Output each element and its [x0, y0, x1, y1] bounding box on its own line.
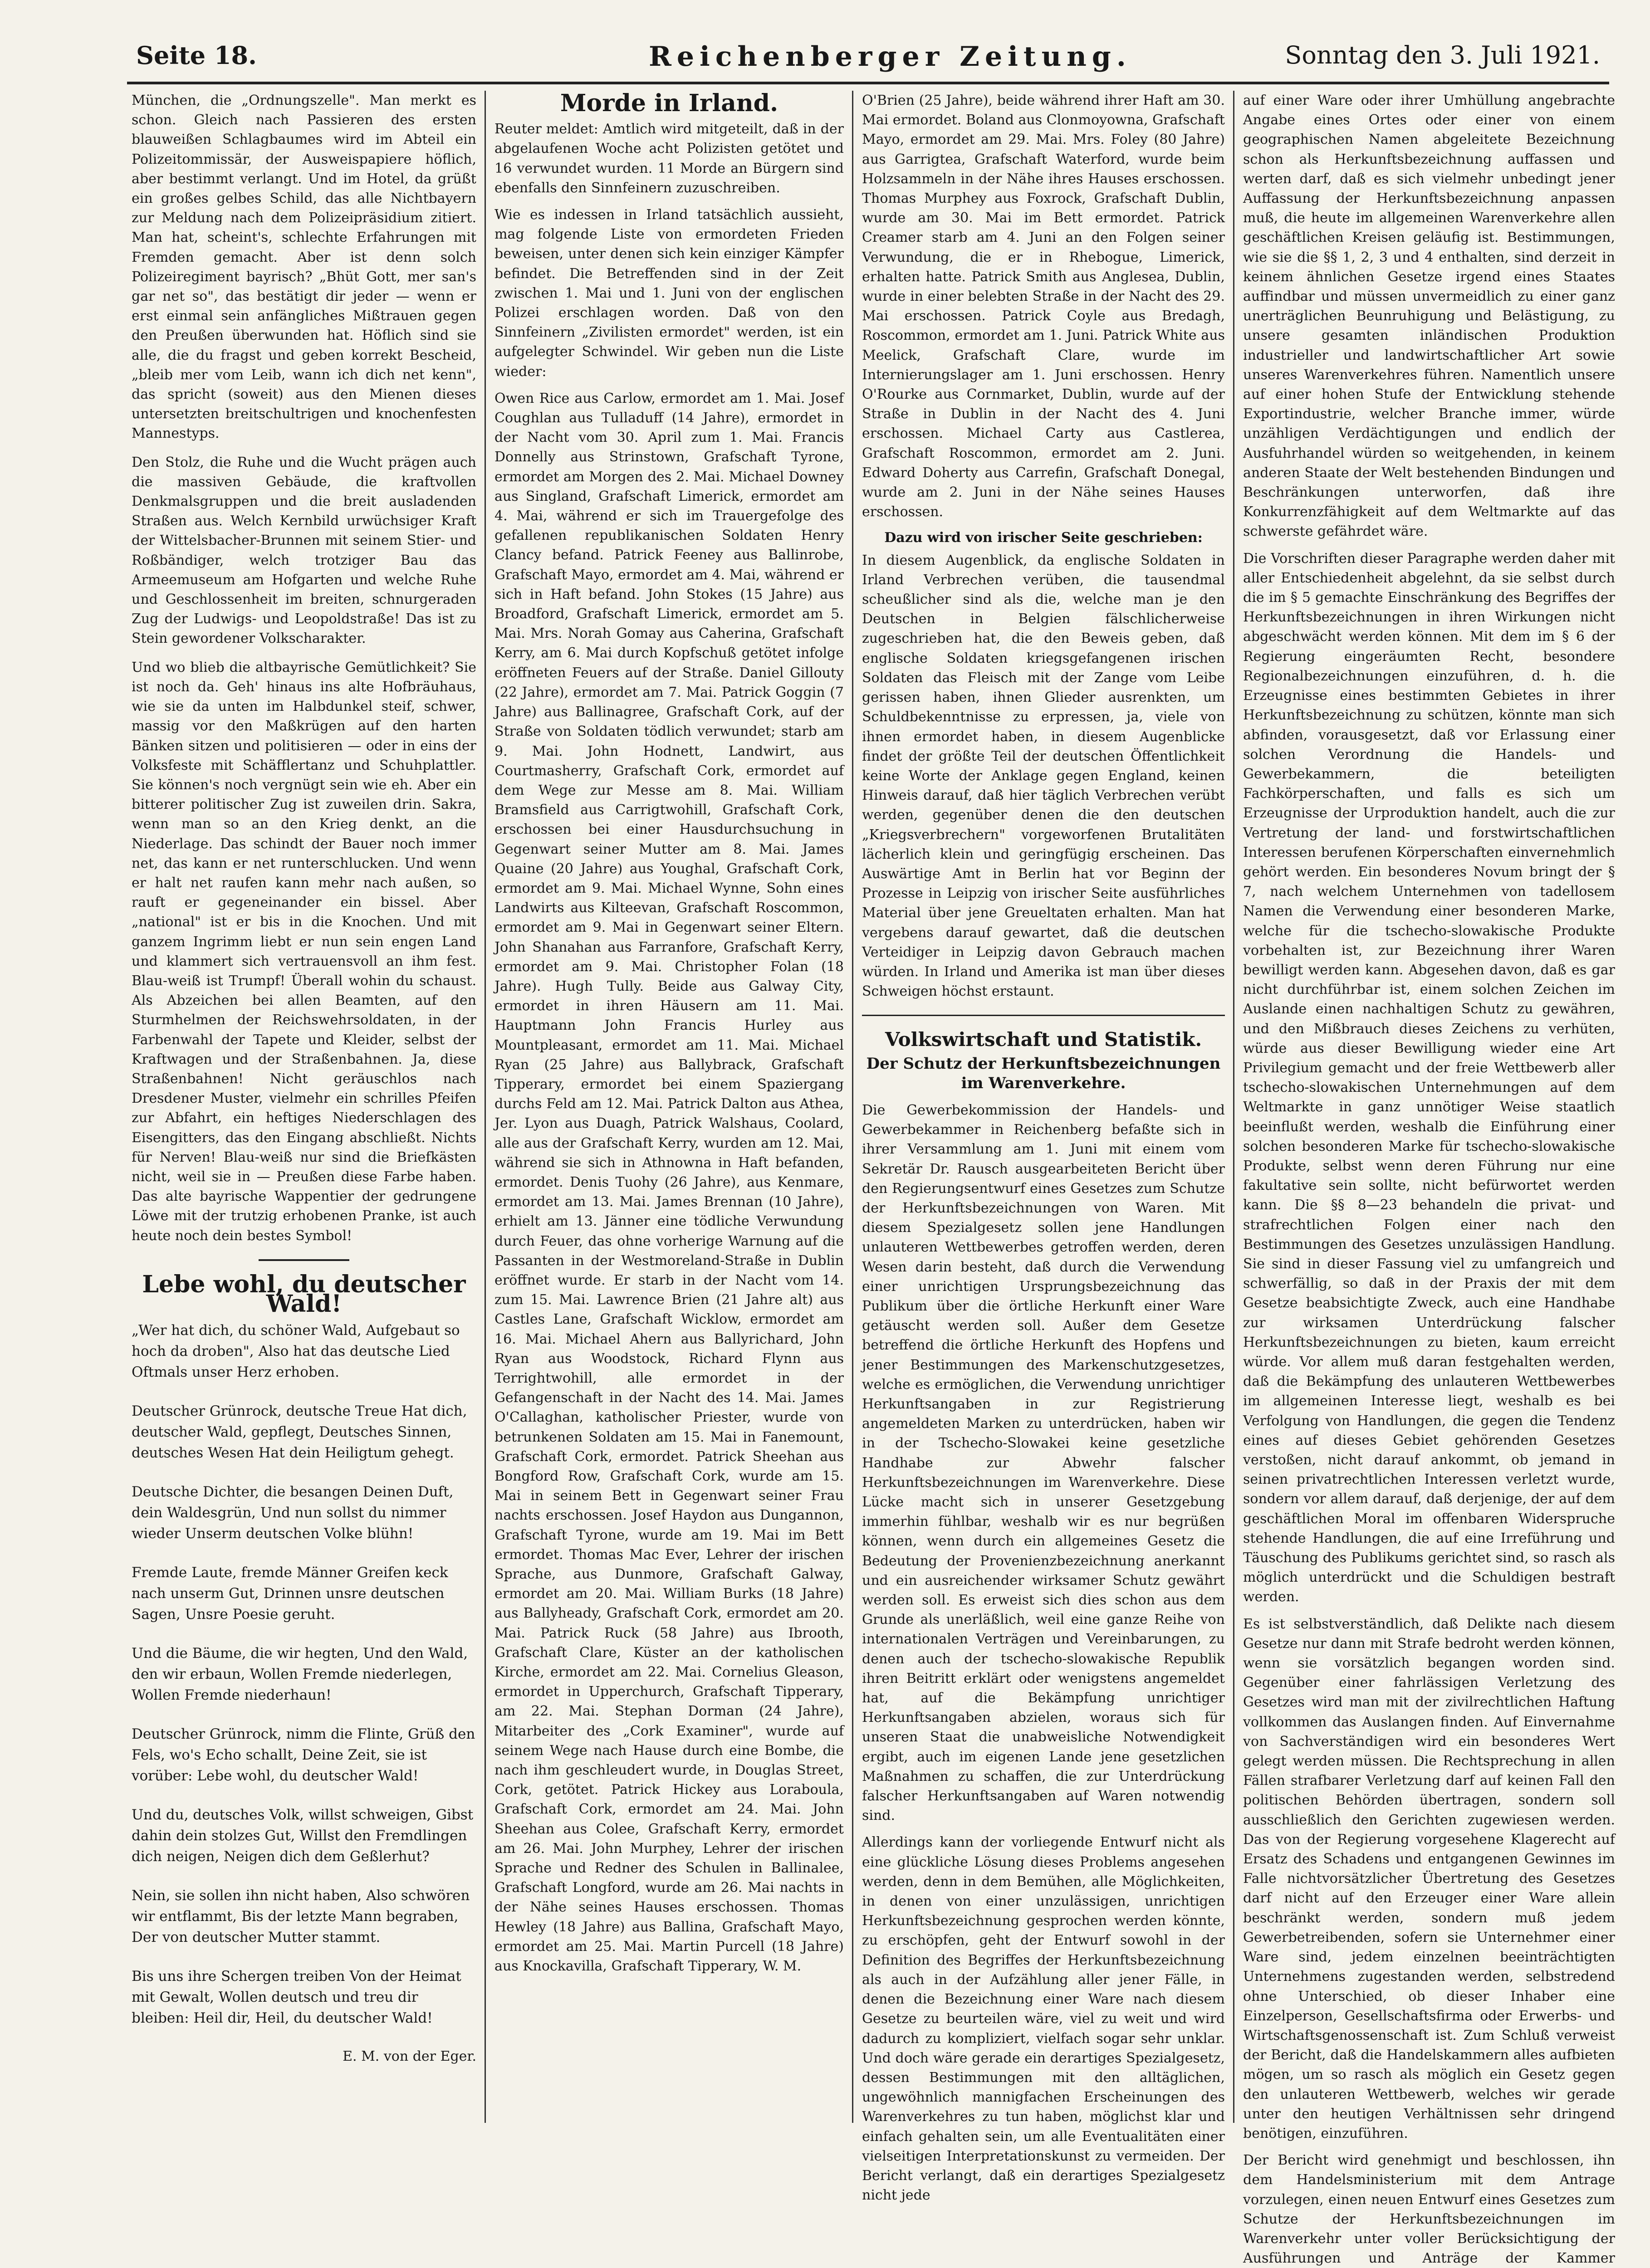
article-title: Morde in Irland. [560, 89, 778, 117]
column-3 [862, 91, 1225, 2204]
column-rule [1233, 91, 1234, 2123]
divider [862, 1015, 1225, 1016]
section-title: Volkswirtschaft und Statistik. [885, 1028, 1202, 1051]
poem [132, 1320, 476, 2028]
poem-stanza: Und die Bäume, die wir hegten, Und den Wald, den wir erbaun, Wollen Fremde niederlegen, Wollen Fremde niederhaun! [132, 1645, 468, 1704]
issue-date: Sonntag den 3. Juli 1921. [1285, 41, 1600, 69]
victims-list-continued: O'Brien (25 Jahre), beide während ihrer Haft am 30. Mai ermordet. Boland aus Clonmoyowna, Grafschaft Mayo, ermordet am 29. Mai. Mrs. Foley (80 Jahre) aus Garrigtea, Grafschaft Waterford, wurde beim Holzsammeln in der Nähe ihres Hauses erschossen. Thomas Murphey aus Foxrock, Grafschaft Dublin, wurde am 30. Mai im Bett ermordet. Patrick Creamer starb am 4. Juni an den Folgen seiner Verwundung, die er in Rhebogue, Limerick, erhalten hatte. Patrick Smith aus Anglesea, Dublin, wurde in einer belebten Straße in der Nacht des 29. Mai erschossen. Patrick Coyle aus Bredagh, Roscommon, ermordet am 1. Juni. Patrick White aus Meelick, Grafschaft Clare, wurde im Internierungslager am 1. Juni erschossen. Henry O'Rourke aus Cornmarket, Dublin, wurde auf der Straße in Dublin in der Nacht des 4. Juni erschossen. Michael Carty aus Castlerea, Grafschaft Roscommon, ermordet am 2. Juni. Edward Doherty aus Carrefin, Grafschaft Donegal, wurde am 2. Juni in der Nähe seines Hauses erschossen. [862, 93, 1225, 520]
article-paragraph: Der Bericht wird genehmigt und beschlossen, ihn dem Handelsministerium mit dem Antrage vorzulegen, einen neuen Entwurf eines Gesetzes zum Schutze der Herkunftsbezeichnungen im Warenverkehr unter voller Berücksichtigung der Ausführungen und Anträge der Kammer [1243, 2152, 1615, 2267]
newspaper-name: Reichenberger Zeitung. [649, 41, 1131, 73]
poem-stanza: Und du, deutsches Volk, willst schweigen, Gibst dahin dein stolzes Gut, Willst den Fremdlingen dich neigen, Neigen dich dem Geßlerhut? [132, 1807, 474, 1865]
column-rule [485, 91, 486, 2123]
article-paragraph: Wie es indessen in Irland tatsächlich aussieht, mag folgende Liste von ermordeten Frieden beweisen, unter denen sich kein einziger Kämpfer befindet. Die Betreffenden sind in der Zeit zwischen 1. Mai und 1. Juni von der englischen Polizei erschlagen worden. Daß von den Sinnfeinern „Zivilisten ermordet" werden, ist ein aufgelegter Schwindel. Wir geben nun die Liste wieder: [495, 207, 844, 380]
article-subtitle: Der Schutz der Herkunftsbezeichnungen im Warenverkehre. [866, 1054, 1221, 1092]
poem-stanza: Nein, sie sollen ihn nicht haben, Also schwören wir entflammt, Bis der letzte Mann begraben, Der von deutscher Mutter stammt. [132, 1887, 470, 1946]
poem-stanza: Fremde Laute, fremde Männer Greifen keck nach unserm Gut, Drinnen unsre deutschen Sagen, Unsre Poesie geruht. [132, 1564, 448, 1623]
divider [259, 1259, 349, 1261]
article-paragraph: Allerdings kann der vorliegende Entwurf nicht als eine glückliche Lösung dieses Problems angesehen werden, denn in dem Bemühen, alle Möglichkeiten, in denen von einer unzulässigen, unrichtigen Herkunftsbezeichnung gesprochen werden könnte, zu erschöpfen, geht der Entwurf sowohl in der Definition des Begriffes der Herkunftsbezeichnung als auch in der Aufzählung aller jener Fälle, in denen die Bezeichnung einer Ware nach diesem Gesetze zu beurteilen wäre, viel zu weit und wird dadurch zu kompliziert, vielfach sogar sehr unklar. Und doch wäre gerade ein derartiges Spezialgesetz, dessen Bestimmungen mit den alltäglichen, ungewöhnlich mannigfachen Erscheinungen des Warenverkehres zu tun haben, möglichst klar und einfach gehalten sein, um alle Eventualitäten einer vielseitigen Interpretationskunst zu vermeiden. Der Bericht verlangt, daß ein derartiges Spezialgesetz nicht jede [862, 1834, 1225, 2204]
poem-author: E. M. von der Eger. [343, 2048, 476, 2065]
column-1 [132, 91, 476, 2123]
poem-stanza: „Wer hat dich, du schöner Wald, Aufgebaut so hoch da droben", Also hat das deutsche Lied Oftmals unser Herz erhoben. [132, 1322, 460, 1381]
poem-stanza: Deutsche Dichter, die besangen Deinen Duft, dein Waldesgrün, Und nun sollst du nimmer wieder Unserm deutschen Volke blühn! [132, 1484, 454, 1542]
victims-list: Owen Rice aus Carlow, ermordet am 1. Mai. Josef Coughlan aus Tulladuff (14 Jahre), ermordet in der Nacht vom 30. April zum 1. Mai. Francis Donnelly aus Strinstown, Grafschaft Tyrone, ermordet am Morgen des 2. Mai. Michael Downey aus Singland, Grafschaft Limerick, ermordet am 4. Mai, während er sich im Trauergefolge des gefallenen republikanischen Soldaten Henry Clancy befand. Patrick Feeney aus Ballinrobe, Grafschaft Mayo, ermordet am 4. Mai, während er sich in Haft befand. John Stokes (15 Jahre) aus Broadford, Grafschaft Limerick, ermordet am 5. Mai. Mrs. Norah Gomay aus Caherina, Grafschaft Kerry, am 6. Mai durch Kopfschuß getötet infolge eröffneten Feuers auf der Straße. Daniel Gillouty (22 Jahre), ermordet am 7. Mai. Patrick Goggin (7 Jahre) aus Ballinagree, Grafschaft Cork, auf der Straße von Soldaten tödlich verwundet; starb am 9. Mai. John Hodnett, Landwirt, aus Courtmasherry, Grafschaft Cork, ermordet auf dem Wege zur Messe am 8. Mai. William Bramsfield aus Carrigtwohill, Grafschaft Cork, erschossen bei einer Hausdurchsuchung in Gegenwart seiner Mutter am 8. Mai. James Quaine (20 Jahre) aus Youghal, Grafschaft Cork, ermordet am 9. Mai. Michael Wynne, Sohn eines Landwirts aus Kilteevan, Grafschaft Roscommon, ermordet am 9. Mai in Gegenwart seiner Eltern. John Shanahan aus Farranfore, Grafschaft Kerry, ermordet am 9. Mai. Christopher Folan (18 Jahre). Hugh Tully. Beide aus Galway City, ermordet in ihren Häusern am 11. Mai. Hauptmann John Francis Hurley aus Mountpleasant, ermordet am 11. Mai. Michael Ryan (25 Jahre) aus Ballybrack, Grafschaft Tipperary, ermordet bei einem Spaziergang durchs Feld am 12. Mai. Patrick Dalton aus Athea, Jer. Lyon aus Duagh, Patrick Walshaus, Coolard, alle aus der Grafschaft Kerry, wurden am 12. Mai, während sie sich in Athnowna in Haft befanden, ermordet. Denis Tuohy (26 Jahre), aus Kenmare, ermordet am 13. Mai. James Brennan (10 Jahre), erhielt am 13. Jänner eine tödliche Verwundung durch Feuer, das ohne vorherige Warnung auf die Passanten in der Westmoreland-Straße in Dublin eröffnet wurde. Er starb in der Nacht vom 14. zum 15. Mai. Lawrence Brien (21 Jahre alt) aus Castles Lane, Grafschaft Wicklow, ermordet am 16. Mai. Michael Ahern aus Ballyrichard, John Ryan aus Woodstock, Richard Flynn aus Terrightwohill, alle ermordet in der Gefangenschaft in der Nacht des 14. Mai. James O'Callaghan, katholischer Priester, wurde von betrunkenen Soldaten am 15. Mai in Fanemount, Grafschaft Cork, ermordet. Patrick Sheehan aus Bongford Row, Grafschaft Cork, wurde am 15. Mai in seinem Bett in Gegenwart seiner Frau nachts erschossen. Josef Haydon aus Dungannon, Grafschaft Tyrone, wurde am 19. Mai im Bett ermordet. Thomas Mac Ever, Lehrer der irischen Sprache, aus Dunmore, Grafschaft Galway, ermordet am 20. Mai. William Burks (18 Jahre) aus Ballyheady, Grafschaft Cork, ermordet am 20. Mai. Patrick Ruck (58 Jahre) aus Ibrooth, Grafschaft Clare, Küster an der katholischen Kirche, ermordet am 22. Mai. Cornelius Gleason, ermordet in Upperchurch, Grafschaft Tipperary, am 22. Mai. Stephan Dorman (24 Jahre), Mitarbeiter des „Cork Examiner", wurde auf seinem Wege nach Hause durch eine Bombe, die nach ihm geschleudert wurde, in Douglas Street, Cork, getötet. Patrick Hickey aus Loraboula, Grafschaft Cork, ermordet am 24. Mai. John Sheehan aus Colee, Grafschaft Kerry, ermordet am 26. Mai. John Murphey, Lehrer der irischen Sprache und Redner des Schulen in Ballinalee, Grafschaft Longford, wurde am 26. Mai nachts in der Nähe seines Hauses erschossen. Thomas Hewley (18 Jahre) aus Ballina, Grafschaft Mayo, ermordet am 25. Mai. Martin Purcell (18 Jahre) aus Knockavilla, Grafschaft Tipperary, W. M. [495, 390, 844, 1975]
article-paragraph: Es ist selbstverständlich, daß Delikte nach diesem Gesetze nur dann mit Strafe bedroht werden können, wenn sie vorsätzlich begangen worden sind. Gegenüber einer fahrlässigen Verletzung des Gesetzes wird man mit der zivilrechtlichen Haftung vollkommen das Auslangen finden. Auf Einvernahme von Sachverständigen wird ein besonderes Wert gelegt werden müssen. Die Rechtsprechung in allen Fällen strafbarer Verletzung darf auf keinen Fall den politischen Behörden übertragen, sondern soll ausschließlich den Gerichten zugewiesen werden. Das von der Regierung vorgesehene Klagerecht auf Ersatz des Schadens und entgangenen Gewinnes im Falle nichtvorsätzlicher Übertretung des Gesetzes darf nicht auf den Erzeuger einer Ware allein beschränkt werden, sondern muß jedem Gewerbetreibenden, sofern sie Unternehmer einer Ware sind, jedem einzelnen beeinträchtigten Unternehmens zugestanden werden, selbstredend ohne Unterschied, ob dieser Inhaber eine Einzelperson, Gesellschaftsfirma oder Erwerbs- und Wirtschaftsgenossenschaft ist. Zum Schluß verweist der Bericht, daß die Handelskammern alles aufbieten mögen, um so rasch als möglich ein Gesetz gegen den unlauteren Wettbewerb, welches wir gerade unter den heutigen Verhältnissen sehr dringend benötigen, einzuführen. [1243, 1616, 1615, 2141]
poem-stanza: Deutscher Grünrock, deutsche Treue Hat dich, deutscher Wald, gepflegt, Deutsches Sinnen, deutsches Wesen Hat dein Heiligtum gehegt. [132, 1403, 467, 1461]
section-intro: Dazu wird von irischer Seite geschrieben: [884, 530, 1203, 546]
column-rule [852, 91, 853, 2123]
column-2 [495, 91, 844, 2123]
article-paragraph: Die Vorschriften dieser Paragraphe werden daher mit aller Entschiedenheit abgelehnt, da sie selbst durch die im § 5 gemachte Einschränkung des Begriffes der Herkunftsbezeichnungen in ihren Wirkungen nicht abgeschwächt werden können. Mit dem im § 6 der Regierung eingeräumten Recht, besondere Regionalbezeichnungen einzuführen, d. h. die Erzeugnisse eines bestimmten Gebietes in ihrer Herkunftsbezeichnung zu schützen, könnte man sich abfinden, vorausgesetzt, daß vor Erlassung einer solchen Verordnung die Handels- und Gewerbekammern, die beteiligten Fachkörperschaften, und falls es sich um Erzeugnisse der Urproduktion handelt, auch die zur Vertretung der land- und forstwirtschaftlichen Interessen berufenen Körperschaften einvernehmlich gehört werden. Ein besonderes Novum bringt der § 7, nach welchem Unternehmen von tadellosem Namen die Verwendung einer besonderen Marke, welche für die tschecho-slowakische Produkte vorbehalten ist, zur Bezeichnung ihrer Waren bewilligt werden kann. Abgesehen davon, daß es gar nicht durchführbar ist, einem solchen Zeichen im Auslande einen nachhaltigen Schutz zu gewähren, und den Mißbrauch dieses Zeichens zu verhüten, würde aus dieser Bewilligung wieder eine Art Privilegium gemacht und der freie Wettbewerb aller tschecho-slowakischen Unternehmungen auf dem Weltmarkte in ganz unnötiger Weise staatlich beeinflußt werden, weshalb die Einführung einer solchen besonderen Marke für tschecho-slowakische Produkte, selbst wenn deren Führung nur eine fakultative sein sollte, nicht befürwortet werden kann. Die §§ 8—23 behandeln die privat- und strafrechtlichen Folgen einer nach den Bestimmungen des Gesetzes unzulässigen Handlung. Sie sind in dieser Fassung viel zu umfangreich und schwerfällig, so daß in der Praxis der mit dem Gesetze beabsichtigte Zweck, auch eine Handhabe zur wirksamen Unterdrückung falscher Herkunftsbezeichnungen zu bieten, kaum erreicht würde. Vor allem muß daran festgehalten werden, daß die Bekämpfung des unlauteren Wettbewerbes im allgemeinen Interesse liegt, weshalb es bei Verfolgung von Handlungen, die gegen die Tendenz eines auf dieses Gebiet gehörenden Gesetzes verstoßen, nicht darauf ankommt, ob jemand in seinen privatrechtlichen Interessen verletzt wurde, sondern vor allem darauf, daß derjenige, der auf dem geschäftlichen Moral im offenbaren Widerspruche stehende Handlungen, die auf eine Irreführung und Täuschung des Publikums gerichtet sind, so rasch als möglich unterdrückt und die Schuldigen bestraft werden. [1243, 550, 1615, 1605]
article-paragraph: auf einer Ware oder ihrer Umhüllung angebrachte Angabe eines Ortes oder einer von einem geographischen Namen abgeleitete Bezeichnung schon als Herkunftsbezeichnung auffassen und werten darf, daß es sich vielmehr unbedingt jener Auffassung der Herkunftsbezeichnung anpassen muß, die heute im allgemeinen Warenverkehre allen geschäftlichen Kreisen geläufig ist. Bestimmungen, wie sie die §§ 1, 2, 3 und 4 enthalten, sind derzeit in keinem ähnlichen Gesetze irgend eines Staates auffindbar und müssen unvermeidlich zu einer ganz unerträglichen Beunruhigung und Belästigung, zu unsere gesamten inländischen Produktion industrieller und landwirtschaftlicher Art sowie unseres Warenverkehres führen. Namentlich unsere auf einer hohen Stufe der Entwicklung stehende Exportindustrie, welcher Branche immer, würde unzähligen Verdächtigungen und endlich der Ausfuhrhandel würden so weitgehenden, in keinem anderen Staate der Welt bestehenden Bindungen und Beschränkungen unterworfen, daß ihre Konkurrenzfähigkeit auf dem Weltmarkte auf das schwerste gefährdet wäre. [1243, 93, 1615, 540]
poem-stanza: Deutscher Grünrock, nimm die Flinte, Grüß den Fels, wo's Echo schallt, Deine Zeit, sie ist vorüber: Lebe wohl, du deutscher Wald! [132, 1726, 475, 1784]
page-number: Seite 18. [136, 41, 257, 70]
article-paragraph: Die Gewerbekommission der Handels- und Gewerbekammer in Reichenberg befaßte sich in ihrer Versammlung am 1. Juni mit einem vom Sekretär Dr. Rausch ausgearbeiteten Bericht über den Regierungsentwurf eines Gesetzes zum Schutze der Herkunftsbezeichnungen von Waren. Mit diesem Spezialgesetz sollen jene Handlungen unlauteren Wettbewerbes getroffen werden, deren Wesen darin besteht, daß durch die Verwendung einer unrichtigen Ursprungsbezeichnung das Publikum über die örtliche Herkunft einer Ware getäuscht werden soll. Außer dem Gesetze betreffend die örtliche Herkunft des Hopfens und jener Bestimmungen des Markenschutzgesetzes, welche es ermöglichen, die Verwendung unrichtiger Herkunftsangaben in zur Registrierung angemeldeten Marken zu unterdrücken, haben wir in der Tschecho-Slowakei keine gesetzliche Handhabe zur Abwehr falscher Herkunftsbezeichnungen im Warenverkehre. Diese Lücke macht sich in unserer Gesetzgebung immerhin fühlbar, weshalb wir es nur begrüßen können, wenn durch ein allgemeines Gesetz die Bedeutung der Provenienzbezeichnung anerkannt und ein ausreichender wirksamer Schutz gewährt werden soll. Es erweist sich dies schon aus dem Grunde als unerläßlich, weil eine ganze Reihe von internationalen Verträgen und Vereinbarungen, zu denen auch der tschecho-slowakische Republik ihren Beitritt erklärt oder wenigstens angemeldet hat, auf die Bekämpfung unrichtiger Herkunftsangaben abzielen, woraus sich für unseren Staat die unabweisliche Notwendigkeit ergibt, auch im eigenen Lande jene gesetzlichen Maßnahmen zu schaffen, die zur Unterdrückung falscher Herkunftsangaben auf Waren notwendig sind. [862, 1102, 1225, 1824]
page-header [127, 32, 1609, 84]
article-paragraph: Den Stolz, die Ruhe und die Wucht prägen auch die massiven Gebäude, die kraftvollen Denkmalsgruppen und die breit ausladenden Straßen aus. Welch Kernbild urwüchsiger Kraft der Wittelsbacher-Brunnen mit seinem Stier- und Roßbändiger, welch trotziger Bau das Armeemuseum am Hofgarten und welche Ruhe und Geschlossenheit im breiten, schnurgeraden Zug der Ludwigs- und Leopoldstraße! Das ist zu Stein gewordener Volkscharakter. [132, 454, 476, 647]
article-paragraph: In diesem Augenblick, da englische Soldaten in Irland Verbrechen verüben, die tausendmal scheußlicher sind als die, welche man je den Deutschen in Belgien fälschlicherweise zugeschrieben hat, die den Beweis geben, daß englische Soldaten kriegsgefangenen irischen Soldaten das Fleisch mit der Zange vom Leibe gerissen haben, ihnen Glieder ausrenkten, um Schuldbekenntnisse zu erpressen, ja, viele von ihnen ermordet haben, in diesem Augenblicke findet der größte Teil der deutschen Öffentlichkeit keine Worte der Anklage gegen England, keinen Hinweis darauf, daß hier täglich Verbrechen verübt werden, gegenüber denen die den deutschen „Kriegsverbrechern" vorgeworfenen Brutalitäten lächerlich klein und geringfügig erscheinen. Das Auswärtige Amt in Berlin hat vor Beginn der Prozesse in Leipzig von irischer Seite ausführliches Material über jene Greueltaten erhalten. Man hat vergebens darauf gewartet, daß die deutschen Verteidiger in Leipzig davon Gebrauch machen würden. In Irland und Amerika ist man über dieses Schweigen höchst erstaunt. [862, 552, 1225, 1000]
article-paragraph: Und wo blieb die altbayrische Gemütlichkeit? Sie ist noch da. Geh' hinaus ins alte Hofbräuhaus, wie sie da unten im Halbdunkel steif, schwer, massig vor den Maßkrügen auf den harten Bänken sitzen und politisieren — oder in eins der Volksfeste mit Schäfflertanz und Schuhplattler. Sie können's noch vergnügt sein wie eh. Aber ein bitterer politischer Zug ist zuweilen drin. Sakra, wenn man so an den Krieg denkt, an die Niederlage. Das schindt der Bauer noch immer net, das kann er net runterschlucken. Und wenn er halt net raufen kann mehr nach außen, so rauft er gegeneinander ein bissel. Aber „national" ist er bis in die Knochen. Und mit ganzem Ingrimm liebt er nun sein engen Land und klammert sich vertrauensvoll an ihm fest. Blau-weiß ist Trumpf! Überall wohin du schaust. Als Abzeichen bei allen Beamten, auf den Sturmhelmen der Reichswehrsoldaten, in der Farbenwahl der Tapete und Kleider, selbst der Kraftwagen und der Straßenbahnen. Ja, diese Straßenbahnen! Nicht geräuschlos nach Dresdener Muster, vielmehr ein schrilles Pfeifen zur Abfahrt, ein heftiges Niederschlagen des Eisengitters, das den Eingang abschließt. Nichts für Nerven! Blau-weiß nur sind die Briefkästen nicht, weil sie in — Preußen diese Farbe haben. Das alte bayrische Wappentier der gedrungene Löwe mit der trutzig erhobenen Pranke, ist auch heute noch dein bestes Symbol! [132, 659, 476, 1244]
poem-title: Lebe wohl, du deutscher Wald! [142, 1270, 466, 1318]
column-4 [1243, 91, 1615, 2267]
poem-stanza: Bis uns ihre Schergen treiben Von der Heimat mit Gewalt, Wollen deutsch und treu dir bleiben: Heil dir, Heil, du deutscher Wald! [132, 1968, 461, 2027]
article-paragraph: Reuter meldet: Amtlich wird mitgeteilt, daß in der abgelaufenen Woche acht Polizisten getötet und 16 verwundet wurden. 11 Morde an Bürgern sind ebenfalls den Sinnfeinern zuzuschreiben. [495, 121, 844, 196]
article-paragraph: München, die „Ordnungszelle". Man merkt es schon. Gleich nach Passieren des ersten blauweißen Schlagbaumes wird im Abteil ein Polizeitommissär, der Ausweispapiere höflich, aber bestimmt verlangt. Und im Hotel, da grüßt ein großes gelbes Schild, das alle Nichtbayern zur Meldung nach dem Polizeipräsidium zitiert. Man hat, scheint's, schlechte Erfahrungen mit Fremden gemacht. Aber ist denn solch Polizeiregiment bayrisch? „Bhüt Gott, mer san's gar net so", das bestätigt dir jeder — wenn er erst einmal sein anfängliches Mißtrauen gegen den Preußen überwunden hat. Höflich sind sie alle, die du fragst und geben korrekt Bescheid, „bleib mer vom Leib, wann ich dich net kenn", das spricht (soweit) aus den Mienen dieses untersetzten breitschultrigen und knochenfesten Mannestyps. [132, 93, 476, 442]
